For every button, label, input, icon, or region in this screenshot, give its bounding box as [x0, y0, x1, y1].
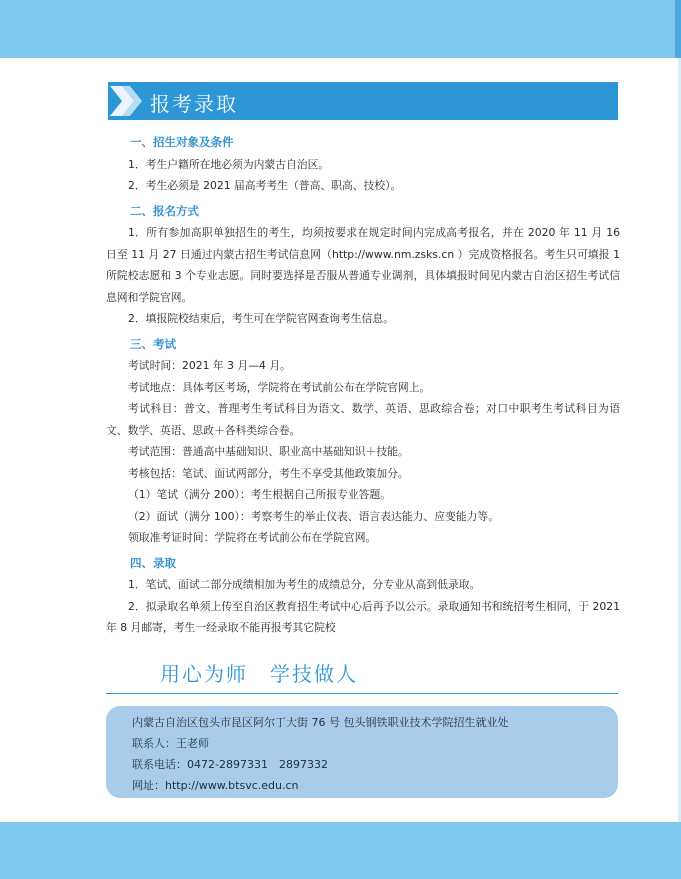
- paragraph: 领取准考证时间：学院将在考试前公布在学院官网。: [128, 531, 377, 544]
- main-content: [106, 132, 620, 639]
- top-band: [0, 0, 681, 58]
- bottom-band: [0, 822, 681, 879]
- section-heading: 三、考试: [130, 336, 176, 351]
- paragraph: 1．笔试、面试二部分成绩相加为考生的成绩总分，分专业从高到低录取。: [128, 578, 481, 591]
- paragraph: 考试科目：普文、普理考生考试科目为语文、数学、英语、思政综合卷；对口中职考生考试科目为语文、数学、英语、思政＋各科类综合卷。: [106, 402, 620, 437]
- divider: [106, 693, 618, 694]
- paragraph: 1．所有参加高职单独招生的考生，均须按要求在规定时间内完成高考报名，并在 2020 年 11 月 16 日至 11 月 27 日通过内蒙古招生考试信息网（http://www.nm.zsks.cn ）完成资格报名。考生只可填报 1 所院校志愿和 3 个专业志愿。同时要选择是否服从普通专业调剂，具体填报时间见内蒙古自治区招生考试信息网和学院官网。: [106, 226, 620, 304]
- section-heading: 四、录取: [130, 555, 176, 570]
- section-heading: 二、报名方式: [130, 203, 199, 218]
- contact-address: 内蒙古自治区包头市昆区阿尔丁大街 76 号 包头钢铁职业技术学院招生就业处: [132, 716, 509, 729]
- page-title: 报考录取: [150, 92, 238, 116]
- paragraph: 2．填报院校结束后，考生可在学院官网查询考生信息。: [128, 312, 394, 325]
- contact-box: [106, 706, 618, 798]
- paragraph: 2．考生必须是 2021 届高考考生（普高、职高、技校）。: [128, 179, 402, 192]
- paragraph: （2）面试（满分 100）：考察考生的举止仪表、语言表达能力、应变能力等。: [128, 509, 500, 523]
- double-chevron-icon: [106, 82, 144, 120]
- paragraph: （1）笔试（满分 200）：考生根据自己所报专业答题。: [128, 488, 392, 501]
- paragraph: 2．拟录取名单须上传至自治区教育招生考试中心后再予以公示。录取通知书和统招考生相同，于 2021 年 8 月邮寄，考生一经录取不能再报考其它院校: [106, 599, 620, 634]
- section-heading: 一、招生对象及条件: [130, 135, 234, 149]
- contact-phone: 联系电话：0472-2897331 2897332: [132, 758, 328, 771]
- paragraph: 考试地点：具体考区考场，学院将在考试前公布在学院官网上。: [128, 380, 431, 394]
- slogan: 用心为师 学技做人: [160, 662, 358, 686]
- top-band-shade: [675, 0, 681, 58]
- paragraph: 考试范围：普通高中基础知识、职业高中基础知识＋技能。: [128, 445, 409, 458]
- contact-website: 网址：http://www.btsvc.edu.cn: [132, 779, 299, 792]
- paragraph: 考试时间：2021 年 3 月—4 月。: [128, 359, 291, 372]
- contact-person: 联系人：王老师: [132, 737, 209, 750]
- paragraph: 1．考生户籍所在地必须为内蒙古自治区。: [128, 157, 330, 171]
- paragraph: 考核包括：笔试、面试两部分，考生不享受其他政策加分。: [128, 466, 409, 480]
